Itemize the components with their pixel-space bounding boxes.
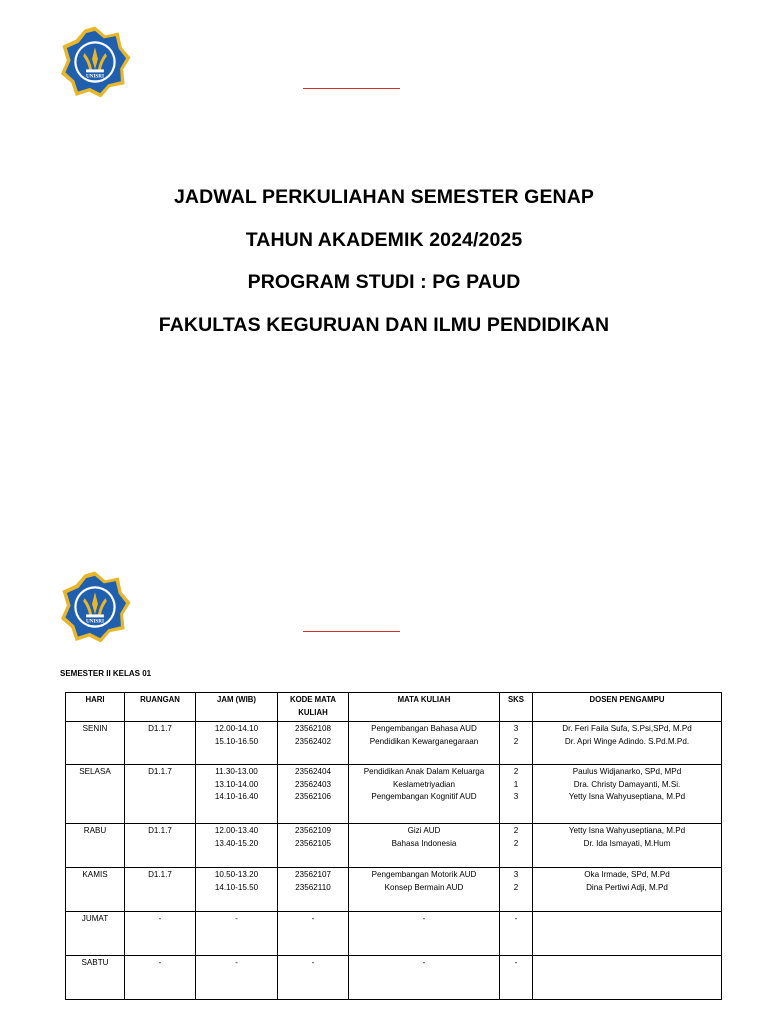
cell-jam-line: 14.10-15.50 <box>214 882 259 892</box>
cell-dosen-line: Dina Pertiwi Adji, M.Pd <box>586 882 668 892</box>
cell-mata-kuliah-line: Gizi AUD <box>407 826 441 835</box>
cell-mata-kuliah <box>349 722 500 765</box>
cell-ruangan: - <box>125 956 196 1000</box>
cell-mata-kuliah-line: Pengembangan Kognitif AUD <box>371 792 477 802</box>
cell-jam-line: 15.10-16.50 <box>214 736 259 746</box>
cell-hari: SENIN <box>66 722 125 765</box>
red-divider <box>303 88 400 89</box>
cell-kode <box>278 765 349 824</box>
cell-dosen <box>533 868 722 912</box>
schedule-table <box>65 692 722 1000</box>
cell-jam <box>196 956 278 1000</box>
table-row <box>66 765 722 824</box>
cell-ruangan: - <box>125 912 196 956</box>
cell-dosen-line: Oka Irmade, SPd, M.Pd <box>584 870 670 879</box>
university-logo-2 <box>58 570 132 644</box>
cell-jam-line: 10.50-13.20 <box>214 870 259 879</box>
cell-sks-line: 3 <box>513 870 519 879</box>
cell-jam-line: 11.30-13.00 <box>215 767 258 776</box>
svg-text:UNISRI: UNISRI <box>85 73 105 80</box>
cell-mata-kuliah-line: Pengembangan Motorik AUD <box>371 870 477 879</box>
cell-mata-kuliah <box>349 868 500 912</box>
cell-dosen <box>533 722 722 765</box>
col-header-kode <box>278 693 349 722</box>
cell-jam-line: 14.10-16.40 <box>214 792 259 802</box>
col-header-kode-line2: KULIAH <box>298 707 328 717</box>
cell-dosen-line: Dr. Apri Winge Adindo. S.Pd.M.Pd. <box>564 736 690 746</box>
col-header-mata: MATA KULIAH <box>349 693 500 722</box>
cell-mata-kuliah <box>349 956 500 1000</box>
table-row <box>66 868 722 912</box>
cell-mata-kuliah-line: - <box>422 958 426 967</box>
cell-jam-line: 13.10-14.00 <box>214 779 259 789</box>
table-header-row <box>66 693 722 722</box>
cell-kode <box>278 912 349 956</box>
cell-hari: SABTU <box>66 956 125 1000</box>
cell-sks <box>500 765 533 824</box>
col-header-kode-line1: KODE MATA <box>289 695 337 704</box>
title-line-4: FAKULTAS KEGURUAN DAN ILMU PENDIDIKAN <box>158 314 610 337</box>
cell-hari: JUMAT <box>66 912 125 956</box>
cell-dosen <box>533 912 722 956</box>
cell-mata-kuliah-line: Bahasa Indonesia <box>391 838 457 848</box>
cell-dosen <box>533 824 722 868</box>
col-header-ruangan: RUANGAN <box>125 693 196 722</box>
table-row <box>66 956 722 1000</box>
title-line-3: PROGRAM STUDI : PG PAUD <box>247 271 521 294</box>
col-header-hari: HARI <box>66 693 125 722</box>
cell-sks <box>500 824 533 868</box>
cell-mata-kuliah-line: Pendidikan Anak Dalam Keluarga <box>363 767 485 776</box>
cell-sks <box>500 956 533 1000</box>
cell-kode-line: 23562108 <box>294 724 331 733</box>
col-header-dosen: DOSEN PENGAMPU <box>533 693 722 722</box>
cell-mata-kuliah <box>349 765 500 824</box>
cell-kode-line: 23562110 <box>295 882 331 892</box>
cell-ruangan: D1.1.7 <box>125 868 196 912</box>
cell-sks-line: - <box>514 958 518 967</box>
table-row <box>66 824 722 868</box>
cell-sks <box>500 912 533 956</box>
svg-text:SURAKARTA: SURAKARTA <box>87 79 103 83</box>
cell-dosen-line: Dra. Christy Damayanti, M.Si. <box>573 779 681 789</box>
university-logo-emblem-2 <box>58 570 132 644</box>
cell-mata-kuliah-line: Konsep Bermain AUD <box>384 882 464 892</box>
cell-dosen <box>533 765 722 824</box>
cell-kode-line: - <box>311 958 315 967</box>
svg-text:UNISRI: UNISRI <box>85 618 105 625</box>
cell-dosen-line: Paulus Widjanarko, SPd, MPd <box>572 767 682 776</box>
cell-kode <box>278 722 349 765</box>
cell-jam-line: 13.40-15.20 <box>214 838 259 848</box>
cell-kode-line: 23562403 <box>294 779 331 789</box>
title-line-1: JADWAL PERKULIAHAN SEMESTER GENAP <box>173 186 595 208</box>
cell-jam <box>196 824 278 868</box>
cell-kode <box>278 868 349 912</box>
university-logo <box>58 25 132 99</box>
cell-hari: SELASA <box>66 765 125 824</box>
cell-dosen-line: Dr. Ida Ismayati, M.Hum <box>583 838 671 848</box>
cell-sks-line: 2 <box>513 736 519 746</box>
cell-sks-line: 1 <box>513 779 519 789</box>
university-logo-emblem <box>58 25 132 99</box>
cell-dosen-line: Yetty Isna Wahyuseptiana, M.Pd <box>568 826 686 835</box>
cell-kode <box>278 956 349 1000</box>
red-divider-2 <box>303 631 400 632</box>
cell-ruangan: D1.1.7 <box>125 722 196 765</box>
cell-sks-line: 3 <box>513 792 519 802</box>
cell-kode <box>278 824 349 868</box>
cell-mata-kuliah-line: Keslametriyadian <box>392 779 456 789</box>
cell-sks-line: 2 <box>513 838 519 848</box>
cell-ruangan: D1.1.7 <box>125 824 196 868</box>
cell-kode-line: 23562404 <box>294 767 331 776</box>
semester-label: SEMESTER II KELAS 01 <box>60 669 152 678</box>
cell-jam <box>196 765 278 824</box>
col-header-jam: JAM (WIB) <box>196 693 278 722</box>
cell-dosen-line: Dr. Feri Faila Sufa, S.Psi,SPd, M.Pd <box>562 724 692 733</box>
cell-sks-line: 2 <box>513 767 519 776</box>
cell-jam <box>196 722 278 765</box>
cell-hari: RABU <box>66 824 125 868</box>
cell-jam-line: 12.00-13.40 <box>214 826 259 835</box>
cell-kode-line: 23562105 <box>294 838 331 848</box>
col-header-sks: SKS <box>500 693 533 722</box>
cell-mata-kuliah <box>349 824 500 868</box>
cell-hari: KAMIS <box>66 868 125 912</box>
cell-kode-line: 23562106 <box>294 792 331 802</box>
cell-mata-kuliah-line: - <box>422 914 426 923</box>
cell-jam-line: - <box>235 958 238 967</box>
cell-mata-kuliah-line: Pendidikan Kewarganegaraan <box>369 736 479 746</box>
cell-sks-line: 2 <box>513 826 519 835</box>
table-row <box>66 912 722 956</box>
cell-dosen-line: Yetty Isna Wahyuseptiana, M.Pd <box>568 792 686 802</box>
title-line-2: TAHUN AKADEMIK 2024/2025 <box>245 228 523 251</box>
cell-dosen <box>533 956 722 1000</box>
cell-mata-kuliah-line: Pengembangan Bahasa AUD <box>371 724 477 733</box>
cell-ruangan: D1.1.7 <box>125 765 196 824</box>
cell-sks <box>500 868 533 912</box>
cell-jam <box>196 912 278 956</box>
cell-sks-line: - <box>514 914 518 923</box>
cell-mata-kuliah <box>349 912 500 956</box>
cell-kode-line: 23562107 <box>294 870 331 879</box>
cell-kode-line: 23562109 <box>294 826 331 835</box>
cell-sks <box>500 722 533 765</box>
cell-sks-line: 2 <box>513 882 519 892</box>
document-title <box>0 188 768 359</box>
cell-jam-line: - <box>235 914 238 923</box>
table-row <box>66 722 722 765</box>
cell-jam <box>196 868 278 912</box>
cell-jam-line: 12.00-14.10 <box>214 724 259 733</box>
cell-kode-line: - <box>311 914 315 923</box>
svg-text:SURAKARTA: SURAKARTA <box>87 624 103 628</box>
cell-kode-line: 23562402 <box>294 736 331 746</box>
cell-sks-line: 3 <box>513 724 519 733</box>
